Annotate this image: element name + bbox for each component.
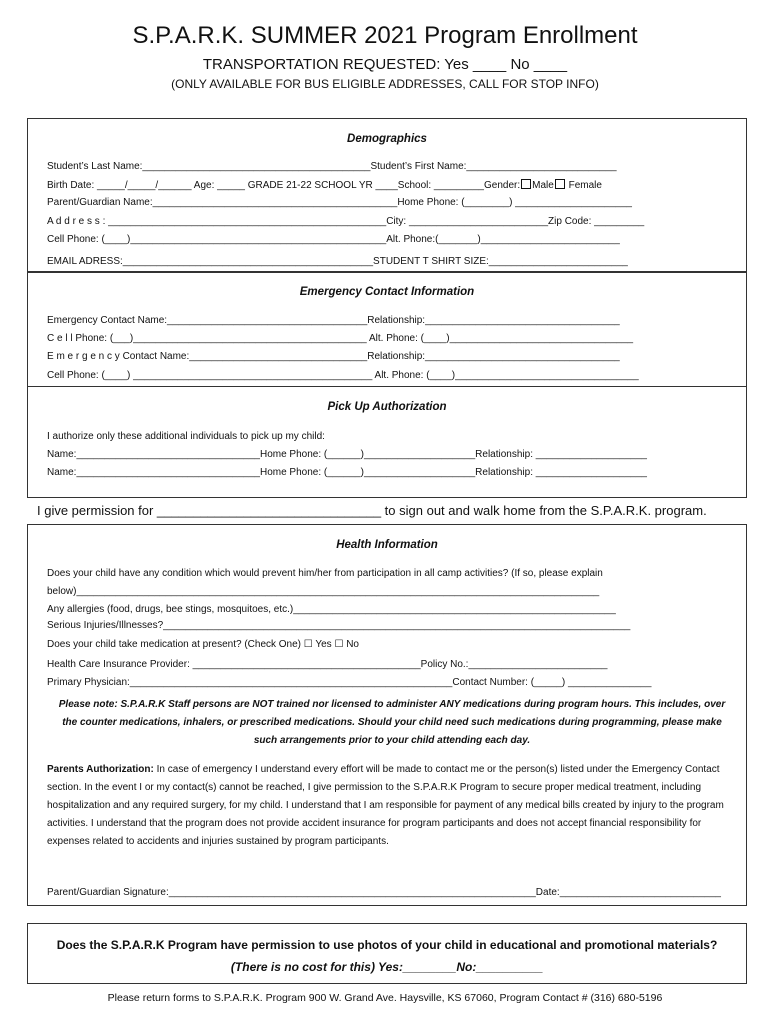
photo-permission-section <box>27 923 747 984</box>
condition-explain-line[interactable]: below)______________________________________________________________________________________________ <box>47 586 600 597</box>
photo-permission-answer[interactable]: (There is no cost for this) Yes:________No:__________ <box>230 960 544 974</box>
return-instructions: Please return forms to S.P.A.R.K. Program 900 W. Grand Ave. Haysville, KS 67060, Program Contact # (316) 680-5196 <box>107 992 663 1004</box>
pickup-intro: I authorize only these additional individuals to pick up my child: <box>47 431 325 442</box>
parents-authorization <box>47 761 734 851</box>
medication-note: Please note: S.P.A.R.K Staff persons are NOT trained nor licensed to administer ANY medications during program hours. This includes, over the counter medications, inhalers, or prescribed medications. Should your child need such medications during programming, please make such arrangements prior to your child attending each day. <box>58 699 726 746</box>
transportation-request: TRANSPORTATION REQUESTED: Yes ____ No ____ <box>202 56 568 73</box>
male-checkbox[interactable] <box>521 179 531 189</box>
birth-date-line[interactable] <box>47 179 602 191</box>
email-line[interactable]: EMAIL ADRESS:_____________________________________________STUDENT T SHIRT SIZE:_________________________ <box>47 256 628 267</box>
medication-question[interactable]: Does your child take medication at present? (Check One) ☐ Yes ☐ No <box>47 639 359 650</box>
female-checkbox[interactable] <box>555 179 565 189</box>
male-label: Male <box>532 180 554 191</box>
demographics-heading: Demographics <box>347 133 427 145</box>
emergency-contact-line-2[interactable]: E m e r g e n c y Contact Name:________________________________Relationship:___________________________________ <box>47 351 620 362</box>
emergency-contact-line-1[interactable]: Emergency Contact Name:____________________________________Relationship:___________________________________ <box>47 315 620 326</box>
condition-question: Does your child have any condition which would prevent him/her from participation in all camp activities? (If so, please explain <box>47 568 603 579</box>
signature-line[interactable]: Parent/Guardian Signature:__________________________________________________________________Date:_____________________________ <box>47 887 721 898</box>
insurance-line[interactable]: Health Care Insurance Provider: _________________________________________Policy No.:_________________________ <box>47 659 608 670</box>
page-title: S.P.A.R.K. SUMMER 2021 Program Enrollment <box>132 22 638 49</box>
transportation-note: (ONLY AVAILABLE FOR BUS ELIGIBLE ADDRESSES, CALL FOR STOP INFO) <box>171 77 599 91</box>
pickup-heading: Pick Up Authorization <box>327 401 447 413</box>
student-name-line[interactable]: Student’s Last Name:_________________________________________Student’s First Name:___________________________ <box>47 161 617 172</box>
walk-home-permission-line[interactable]: I give permission for _______________________________ to sign out and walk home from the S.P.A.R.K. program. <box>37 503 707 518</box>
demographics-section <box>27 118 747 273</box>
allergies-line[interactable]: Any allergies (food, drugs, bee stings, mosquitoes, etc.)__________________________________________________________ <box>47 604 616 615</box>
cell-phone-line[interactable]: Cell Phone: (____)______________________________________________Alt. Phone:(_______)_________________________ <box>47 234 620 245</box>
address-line[interactable]: A d d r e s s : __________________________________________________City: _________________________Zip Code: _________ <box>47 216 645 227</box>
pickup-authorization-section <box>27 386 747 498</box>
photo-permission-question: Does the S.P.A.R.K Program have permission to use photos of your child in educational and promotional materials? <box>56 938 718 952</box>
parent-guardian-line[interactable]: Parent/Guardian Name:____________________________________________Home Phone: (________) _____________________ <box>47 197 632 208</box>
emergency-heading: Emergency Contact Information <box>299 286 475 298</box>
parents-authorization-text: In case of emergency I understand every effort will be made to contact me or the person(s) listed under the Emergency Contact section. In the event I or my contact(s) cannot be reached, I give permission to the S.P.A.R.K Program to secure proper medical treatment, including hospitalization and any required surgery, for my child. I understand that I am responsible for payment of any medical bills created by injury to the program activities. I understand that the program does not provide accident insurance for program participants and does not accept financial responsibility for expenses related to accidents and injuries sustained by program participants. <box>47 764 724 847</box>
emergency-contact-section <box>27 271 747 387</box>
birth-grade-school-text: Birth Date: _____/_____/______ Age: _____ GRADE 21-22 SCHOOL YR ____School: _________Gender: <box>47 180 521 191</box>
pickup-person-line-2[interactable]: Name:_________________________________Home Phone: (______)____________________Relationship: ____________________ <box>47 467 647 478</box>
health-information-section <box>27 524 747 906</box>
female-label: Female <box>568 180 602 191</box>
emergency-phone-line-2[interactable]: Cell Phone: (____) ___________________________________________ Alt. Phone: (____)_________________________________ <box>47 370 639 381</box>
emergency-phone-line-1[interactable]: C e l l Phone: (___)__________________________________________ Alt. Phone: (____)_________________________________ <box>47 333 634 344</box>
parents-authorization-label: Parents Authorization: <box>47 764 154 775</box>
physician-line[interactable]: Primary Physician:__________________________________________________________Contact Number: (_____) _______________ <box>47 677 652 688</box>
pickup-person-line-1[interactable]: Name:_________________________________Home Phone: (______)____________________Relationship: ____________________ <box>47 449 647 460</box>
health-heading: Health Information <box>336 539 438 551</box>
injuries-line[interactable]: Serious Injuries/Illnesses?____________________________________________________________________________________ <box>47 620 631 631</box>
